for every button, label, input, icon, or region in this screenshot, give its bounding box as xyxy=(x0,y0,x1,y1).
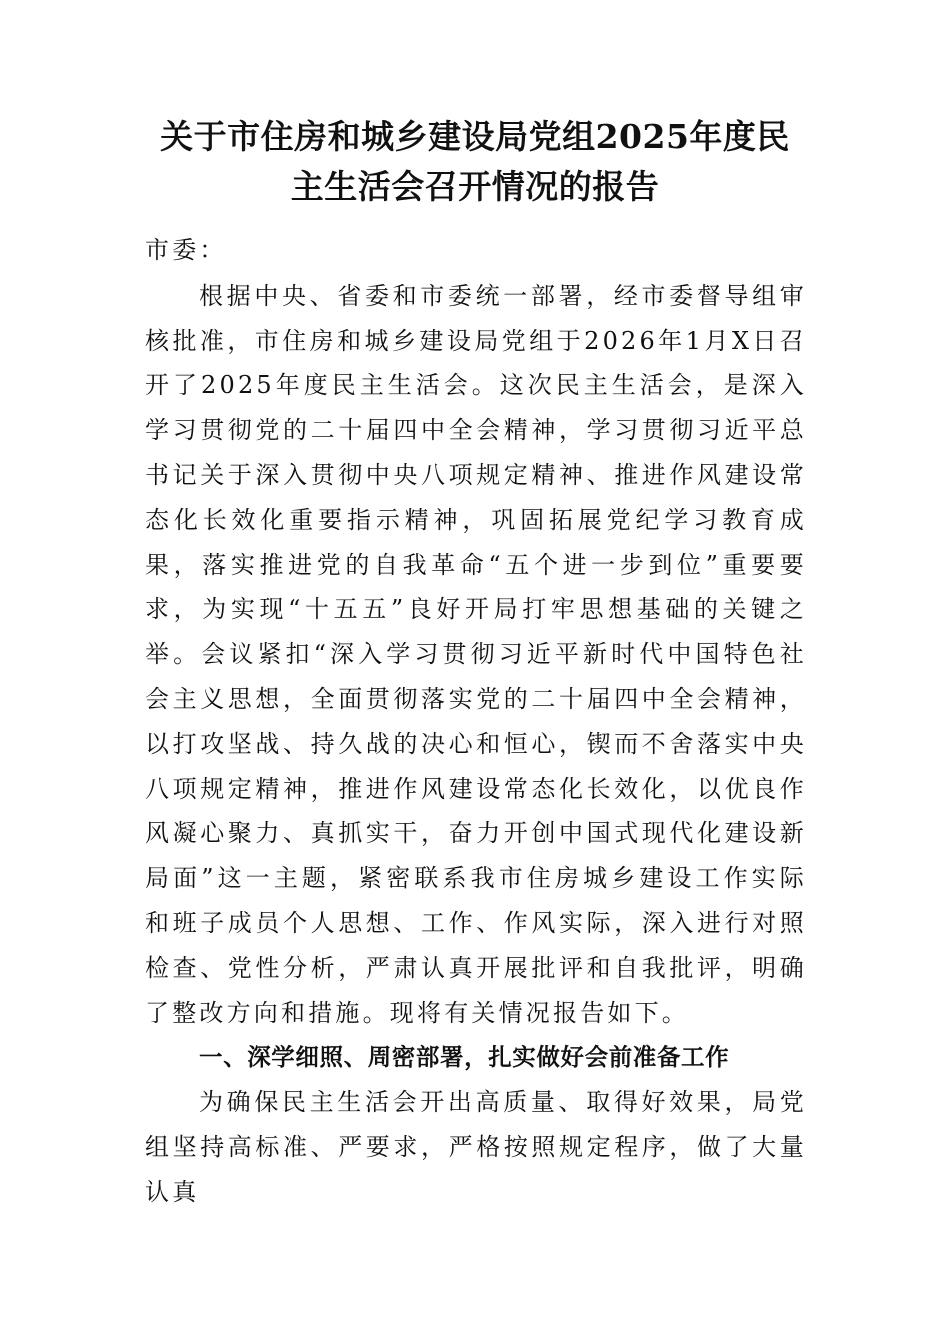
paragraph-intro: 根据中央、省委和市委统一部署，经市委督导组审核批准，市住房和城乡建设局党组于2026年1月X日召开了2025年度民主生活会。这次民主生活会，是深入学习贯彻党的二十届四中全会精神，学习贯彻习近平总书记关于深入贯彻中央八项规定精神、推进作风建设常态化长效化重要指示精神，巩固拓展党纪学习教育成果，落实推进党的自我革命“五个进一步到位”重要要求，为实现“十五五”良好开局打牢思想基础的关键之举。会议紧扣“深入学习贯彻习近平新时代中国特色社会主义思想，全面贯彻落实党的二十届四中全会精神，以打攻坚战、持久战的决心和恒心，锲而不舍落实中央八项规定精神，推进作风建设常态化长效化，以优良作风凝心聚力、真抓实干，奋力开创中国式现代化建设新局面”这一主题，紧密联系我市住房城乡建设工作实际和班子成员个人思想、工作、作风实际，深入进行对照检查、党性分析，严肃认真开展批评和自我批评，明确了整改方向和措施。现将有关情况报告如下。 xyxy=(145,281,807,1027)
document-title xyxy=(140,112,810,212)
paragraph-section-1: 为确保民主生活会开出高质量、取得好效果，局党组坚持高标准、严要求，严格按照规定程序，做了大量认真 xyxy=(145,1088,807,1206)
document-body xyxy=(145,228,807,1215)
salutation: 市委： xyxy=(145,236,227,264)
title-line-1: 关于市住房和城乡建设局党组2025年度民 xyxy=(160,117,790,156)
section-heading-1: 一、深学细照、周密部署，扎实做好会前准备工作 xyxy=(199,1043,730,1072)
title-line-2: 主生活会召开情况的报告 xyxy=(290,167,660,206)
